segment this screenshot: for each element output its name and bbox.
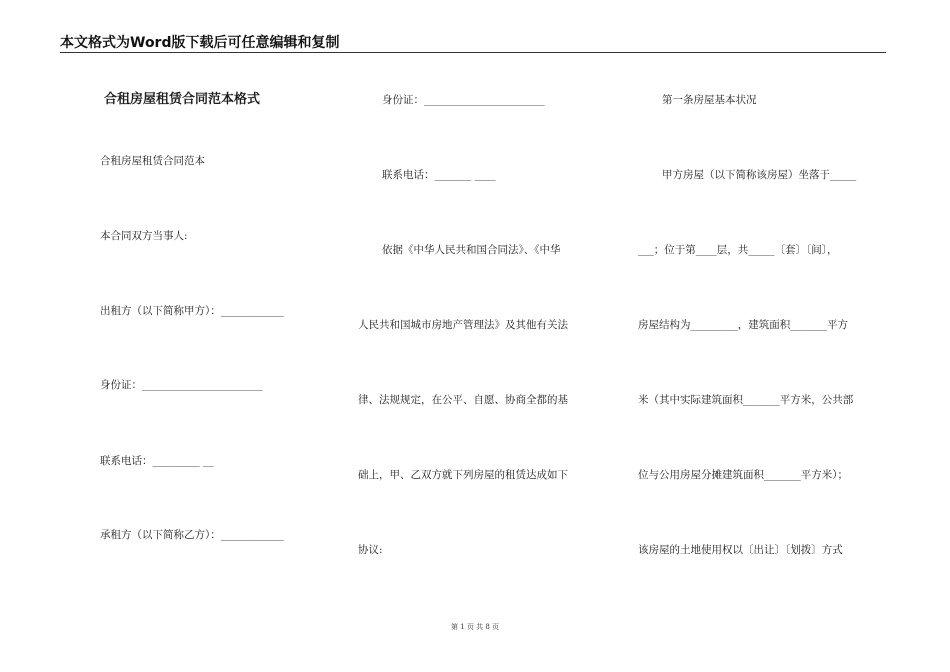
text-line: 依据《中华人民共和国合同法》、《中华	[382, 244, 561, 256]
header-title: 本文格式为Word版下载后可任意编辑和复制	[60, 35, 340, 51]
text-line: 位与公用房屋分摊建筑面积_______平方米）；	[638, 469, 848, 481]
document-title: 合租房屋租赁合同范本格式	[104, 92, 261, 107]
text-line: 身份证：_______________________	[100, 379, 263, 391]
text-line: ___；位于第____层，共_____〔套〕〔间〕，	[638, 244, 838, 256]
text-line: 本合同双方当事人:	[100, 230, 188, 242]
text-line: 合租房屋租赁合同范本	[100, 155, 205, 167]
text-line: 础上，甲、乙双方就下列房屋的租赁达成如下	[358, 469, 568, 481]
text-line: 出租方（以下简称甲方）：____________	[100, 305, 284, 317]
document-header	[60, 34, 886, 53]
text-line: 房屋结构为_________，建筑面积_______平方	[638, 319, 848, 331]
text-line: 律、法规规定，在公平、自愿、协商全都的基	[358, 394, 568, 406]
text-line: 甲方房屋（以下简称该房屋）坐落于_____	[662, 169, 857, 181]
page-number: 第 1 页 共 8 页	[450, 623, 500, 631]
page-footer	[0, 622, 950, 632]
text-line: 该房屋的土地使用权以〔出让〕〔划拨〕方式	[638, 544, 843, 556]
text-line: 联系电话：_________ __	[100, 455, 214, 467]
text-line: 协议:	[358, 544, 383, 556]
text-line: 联系电话：_______ ____	[382, 169, 496, 181]
text-line: 第一条房屋基本状况	[662, 94, 757, 106]
text-line: 承租方（以下简称乙方）：____________	[100, 529, 284, 541]
text-line: 人民共和国城市房地产管理法》及其他有关法	[358, 319, 568, 331]
text-line: 身份证：_______________________	[382, 94, 545, 106]
text-line: 米（其中实际建筑面积_______平方米，公共部	[638, 394, 854, 406]
